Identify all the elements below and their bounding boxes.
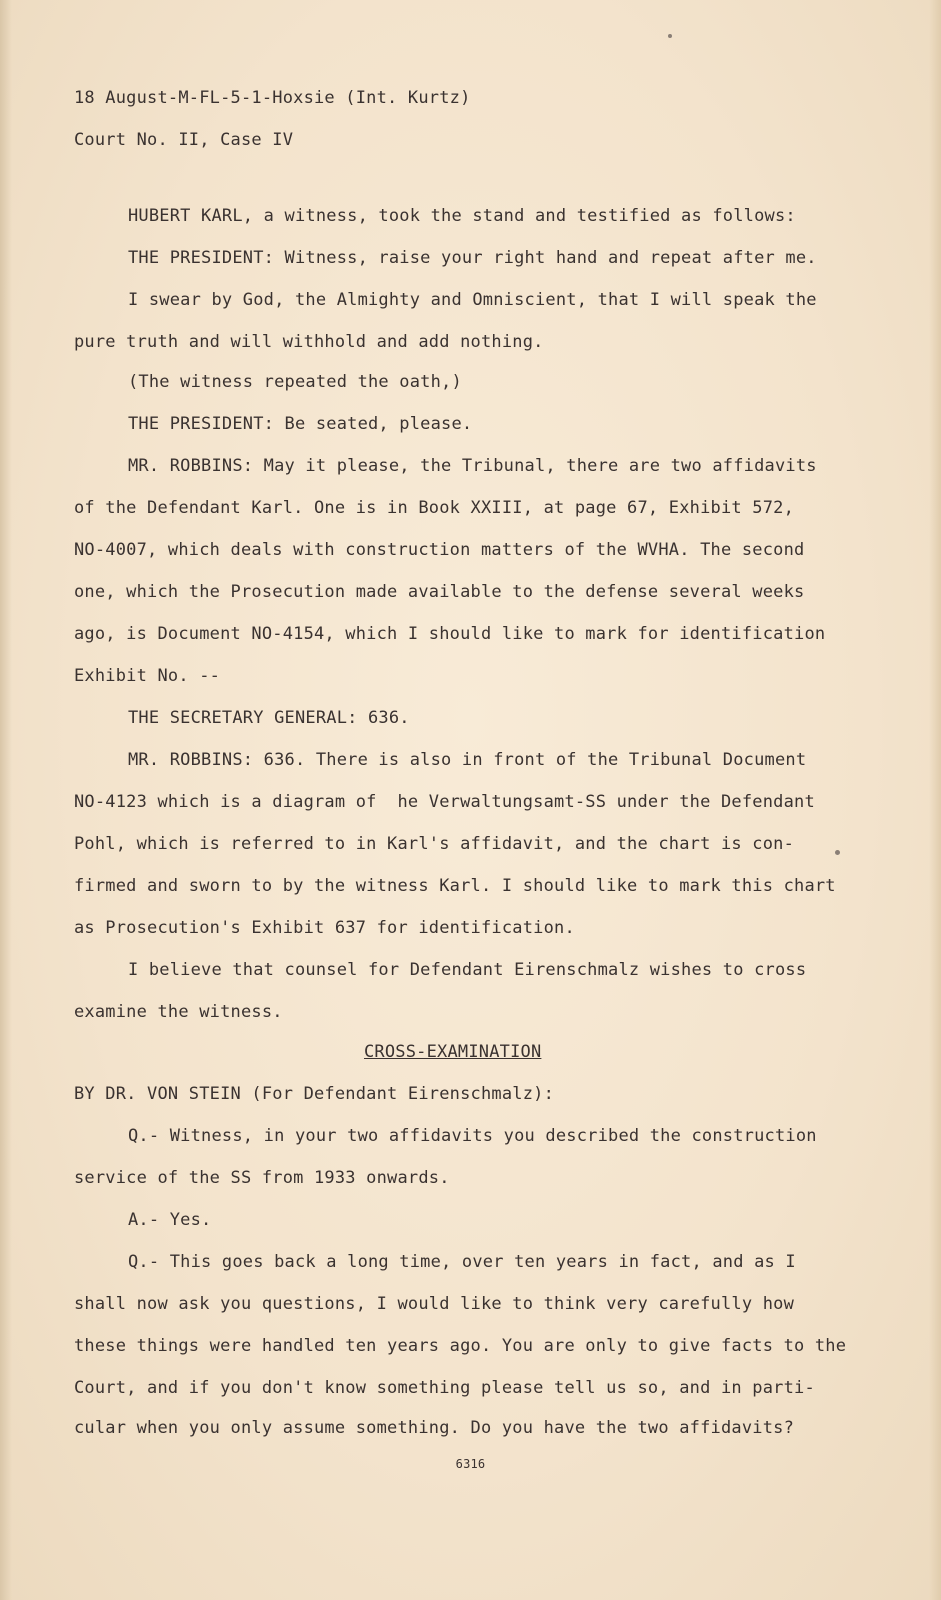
qa-line: Court, and if you don't know something please tell us so, and in parti- (74, 1378, 815, 1398)
paper-edge-right (929, 0, 941, 1600)
header-line-2: Court No. II, Case IV (74, 130, 294, 150)
paper-edge-left (0, 0, 12, 1600)
qa-line: service of the SS from 1933 onwards. (74, 1168, 450, 1188)
body-line: examine the witness. (74, 1002, 283, 1022)
body-line: one, which the Prosecution made available to the defense several weeks (74, 582, 805, 602)
body-line: THE PRESIDENT: Be seated, please. (128, 414, 473, 434)
header-line-1: 18 August-M-FL-5-1-Hoxsie (Int. Kurtz) (74, 88, 471, 108)
body-line: (The witness repeated the oath,) (128, 372, 462, 392)
body-line: pure truth and will withhold and add nothing. (74, 332, 544, 352)
qa-line: Q.- Witness, in your two affidavits you described the construction (128, 1126, 817, 1146)
body-line: NO-4007, which deals with construction matters of the WVHA. The second (74, 540, 805, 560)
qa-line: Q.- This goes back a long time, over ten years in fact, and as I (128, 1252, 796, 1272)
body-line: Exhibit No. -- (74, 666, 221, 686)
qa-line: shall now ask you questions, I would like to think very carefully how (74, 1294, 795, 1314)
body-line: NO-4123 which is a diagram of he Verwaltungsamt-SS under the Defendant (74, 792, 815, 812)
body-line: I believe that counsel for Defendant Eirenschmalz wishes to cross (128, 960, 807, 980)
body-line: of the Defendant Karl. One is in Book XXIII, at page 67, Exhibit 572, (74, 498, 795, 518)
body-line: MR. ROBBINS: May it please, the Tribunal, there are two affidavits (128, 456, 817, 476)
paper-speck (668, 34, 672, 38)
body-line: as Prosecution's Exhibit 637 for identification. (74, 918, 575, 938)
body-line: THE PRESIDENT: Witness, raise your right hand and repeat after me. (128, 248, 817, 268)
qa-line: these things were handled ten years ago. You are only to give facts to the (74, 1336, 847, 1356)
body-line: MR. ROBBINS: 636. There is also in front of the Tribunal Document (128, 750, 807, 770)
qa-line: cular when you only assume something. Do you have the two affidavits? (74, 1418, 795, 1438)
body-line: I swear by God, the Almighty and Omniscient, that I will speak the (128, 290, 817, 310)
paper-speck (835, 850, 840, 855)
page-number: 6316 (455, 1457, 486, 1471)
body-line: HUBERT KARL, a witness, took the stand and testified as follows: (128, 206, 796, 226)
section-heading: CROSS-EXAMINATION (364, 1042, 542, 1062)
body-line: ago, is Document NO-4154, which I should like to mark for identification (74, 624, 826, 644)
examiner-line: BY DR. VON STEIN (For Defendant Eirenschmalz): (74, 1084, 555, 1104)
body-line: Pohl, which is referred to in Karl's affidavit, and the chart is con- (74, 834, 795, 854)
qa-line: A.- Yes. (128, 1210, 212, 1230)
body-line: firmed and sworn to by the witness Karl. I should like to mark this chart (74, 876, 836, 896)
body-line: THE SECRETARY GENERAL: 636. (128, 708, 410, 728)
